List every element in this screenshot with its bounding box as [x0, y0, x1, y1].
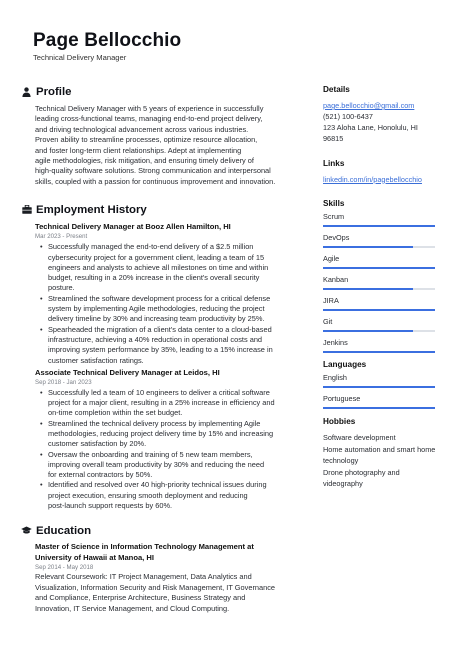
- skill-bar-fill: [323, 288, 413, 290]
- bullet-line: system by implementing Agile methodologies, reducing the project: [48, 304, 265, 314]
- skill-name: JIRA: [323, 295, 339, 305]
- skill-name: Scrum: [323, 211, 345, 221]
- links-section: [323, 158, 439, 185]
- employment-section: [21, 202, 300, 511]
- job-bullets: [40, 388, 300, 512]
- language-bar: [323, 407, 435, 409]
- bullet-line: for external contractors by 50%.: [48, 470, 153, 480]
- bullet-item: [40, 388, 300, 419]
- skill-item: [323, 338, 439, 353]
- profile-line: Technical Delivery Manager with 5 years of experience in successfully: [35, 104, 264, 113]
- education-section: [21, 523, 300, 614]
- skill-item: [323, 296, 439, 311]
- skill-bar-fill: [323, 267, 435, 269]
- skill-bar-fill: [323, 225, 435, 227]
- skill-bar: [323, 309, 435, 311]
- skill-item: [323, 317, 439, 332]
- bullet-line: improving overall team productivity by 30% and reducing the need: [48, 459, 265, 469]
- bullet-line: cybersecurity project for a government client, leading a team of 15: [48, 252, 265, 262]
- graduation-cap-icon: [21, 526, 32, 535]
- languages-list: [323, 373, 439, 409]
- bullet-item: [40, 242, 300, 293]
- skill-bar: [323, 330, 435, 332]
- skill-bar: [323, 225, 435, 227]
- degree-line: University of Hawaii at Manoa, HI: [35, 553, 154, 563]
- profile-line: leading cross-functional teams, managing end-to-end project delivery,: [35, 114, 263, 124]
- skill-item: [323, 212, 439, 227]
- job-entry: [35, 221, 300, 366]
- hobby-item: [323, 467, 439, 489]
- bullet-line: delivery timeline by 30% and increasing team productivity by 25%.: [48, 314, 265, 324]
- phone: (521) 100-6437: [323, 112, 373, 121]
- bullet-line: customer satisfaction by 20%.: [48, 439, 147, 449]
- hobby-line: Software development: [323, 432, 396, 442]
- hobbies-heading: Hobbies: [323, 416, 356, 426]
- profile-line: high-quality software solutions. Strong communication and interpersonal: [35, 166, 271, 176]
- profile-heading-row: [21, 84, 300, 99]
- profile-line: and driving technological advancement across various industries.: [35, 124, 249, 134]
- bullet-item: [40, 419, 300, 450]
- languages-section: [323, 359, 439, 409]
- bullet-line: project execution, ensuring smooth deployment and reducing: [48, 490, 248, 500]
- education-entry: [35, 541, 300, 614]
- education-heading-row: [21, 523, 300, 538]
- job-dates: Mar 2023 - Present: [35, 233, 88, 241]
- profile-line: and foster long-term client relationships. Adept at implementing: [35, 145, 242, 155]
- details-heading: Details: [323, 85, 350, 94]
- bullet-line: customer satisfaction ratings.: [48, 355, 144, 365]
- coursework-line: Innovation, IT Service Management, and Cloud Computing.: [35, 603, 230, 613]
- job-title: Technical Delivery Manager at Booz Allen Hamilton, HI: [35, 222, 231, 232]
- hobby-item: [323, 444, 439, 466]
- job-dates: Sep 2018 - Jan 2023: [35, 378, 92, 386]
- linkedin-link[interactable]: linkedin.com/in/pagebellocchio: [323, 174, 422, 184]
- skill-name: Jenkins: [323, 337, 348, 347]
- bullet-item: [40, 450, 300, 481]
- employment-heading: Employment History: [36, 203, 147, 216]
- profile-line: agile methodologies, risk mitigation, and ensuring timely delivery of: [35, 156, 254, 166]
- hobby-line: Home automation and smart home: [323, 444, 436, 454]
- coursework: [35, 572, 300, 614]
- hobby-item: [323, 432, 439, 443]
- profile-line: Proven ability to streamline processes, optimize resource allocation,: [35, 135, 258, 145]
- job-bullets: [40, 242, 300, 366]
- skill-item: [323, 233, 439, 248]
- job-title: Associate Technical Delivery Manager at Leidos, HI: [35, 367, 220, 377]
- coursework-line: Relevant Coursework: IT Project Management, Data Analytics and: [35, 572, 252, 582]
- bullet-line: engineers and analysts to achieve all milestones on time and within: [48, 262, 269, 272]
- briefcase-icon: [21, 205, 32, 214]
- bullet-line: budget, resulting in a 20% increase in the client's overall security: [48, 273, 260, 283]
- skill-bar: [323, 267, 435, 269]
- bullet-line: improving system performance by 35%, leading to a 15% increase in: [48, 345, 273, 355]
- bullet-line: project for a major client, resulting in a 25% increase in efficiency and: [48, 398, 275, 408]
- person-icon: [21, 87, 32, 97]
- bullet-line: methodologies, reducing project delivery time by 15% and increasing: [48, 429, 274, 438]
- skill-bar-fill: [323, 351, 435, 353]
- bullet-line: • Spearheaded the migration of a client's data center to a cloud-based: [48, 324, 272, 334]
- hobby-line: technology: [323, 456, 359, 466]
- skill-name: DevOps: [323, 232, 350, 242]
- skill-bar-fill: [323, 246, 413, 248]
- email-link[interactable]: page.bellocchio@gmail.com: [323, 101, 415, 110]
- bullet-line: posture.: [48, 283, 75, 293]
- language-name: Portuguese: [323, 393, 361, 403]
- degree-line: Master of Science in Information Technology Management at: [35, 542, 254, 552]
- profile-section: [21, 84, 300, 187]
- skills-section: [323, 198, 439, 353]
- bullet-line: post-launch support requests by 60%.: [48, 501, 173, 511]
- language-bar-fill: [323, 386, 435, 388]
- bullet-line: infrastructure, achieving a 40% reduction in operational costs and: [48, 334, 263, 344]
- skill-bar: [323, 288, 435, 290]
- job-entry: [35, 367, 300, 512]
- bullet-item: [40, 294, 300, 325]
- left-column: [21, 84, 300, 614]
- hobbies-list: [323, 432, 439, 490]
- bullet-line: • Identified and resolved over 40 high-priority technical issues during: [48, 480, 267, 490]
- bullet-line: on-time completion within the set budget.: [48, 408, 183, 418]
- bullet-item: [40, 325, 300, 366]
- bullet-line: • Oversaw the onboarding and training of 5 new team members,: [48, 449, 253, 459]
- education-heading: Education: [36, 524, 92, 537]
- language-item: [323, 394, 439, 409]
- skill-bar-fill: [323, 309, 435, 311]
- bullet-line: • Streamlined the software development process for a critical defense: [48, 293, 271, 303]
- skill-bar-fill: [323, 330, 413, 332]
- bullet-line: • Streamlined the technical delivery process by implementing Agile: [48, 418, 261, 428]
- bullet-line: • Successfully managed the end-to-end delivery of a $2.5 million: [48, 242, 254, 252]
- languages-heading: Languages: [323, 359, 367, 369]
- bullet-item: [40, 480, 300, 511]
- coursework-line: Visualization, Information Security and Risk Management, IT Governance: [35, 582, 276, 592]
- skills-list: [323, 212, 439, 353]
- skill-bar: [323, 351, 435, 353]
- profile-line: skills, coupled with a passion for continuous improvement and innovation.: [35, 176, 276, 186]
- skill-name: Kanban: [323, 274, 349, 284]
- skill-name: Git: [323, 316, 333, 326]
- links-heading: Links: [323, 158, 345, 168]
- language-name: English: [323, 372, 347, 382]
- skill-name: Agile: [323, 253, 340, 263]
- language-bar-fill: [323, 407, 435, 409]
- details-section: [323, 84, 439, 145]
- coursework-line: and Compliance, Enterprise Architecture, Business Strategy and: [35, 593, 246, 603]
- candidate-title: Technical Delivery Manager: [33, 53, 127, 62]
- education-dates: Sep 2014 - May 2018: [35, 564, 94, 572]
- candidate-name: Page Bellocchio: [33, 30, 182, 51]
- address: 123 Aloha Lane, Honolulu, HI 96815: [323, 123, 418, 144]
- hobby-line: videography: [323, 479, 363, 489]
- profile-heading: Profile: [36, 85, 72, 98]
- skills-heading: Skills: [323, 198, 345, 208]
- skill-item: [323, 254, 439, 269]
- profile-summary: [35, 104, 300, 187]
- hobbies-section: [323, 416, 439, 490]
- hobby-line: Drone photography and: [323, 468, 400, 478]
- right-column: [323, 84, 439, 490]
- skill-item: [323, 275, 439, 290]
- language-bar: [323, 386, 435, 388]
- skill-bar: [323, 246, 435, 248]
- language-item: [323, 373, 439, 388]
- bullet-line: • Successfully led a team of 10 engineers to deliver a critical software: [48, 387, 270, 397]
- employment-heading-row: [21, 202, 300, 217]
